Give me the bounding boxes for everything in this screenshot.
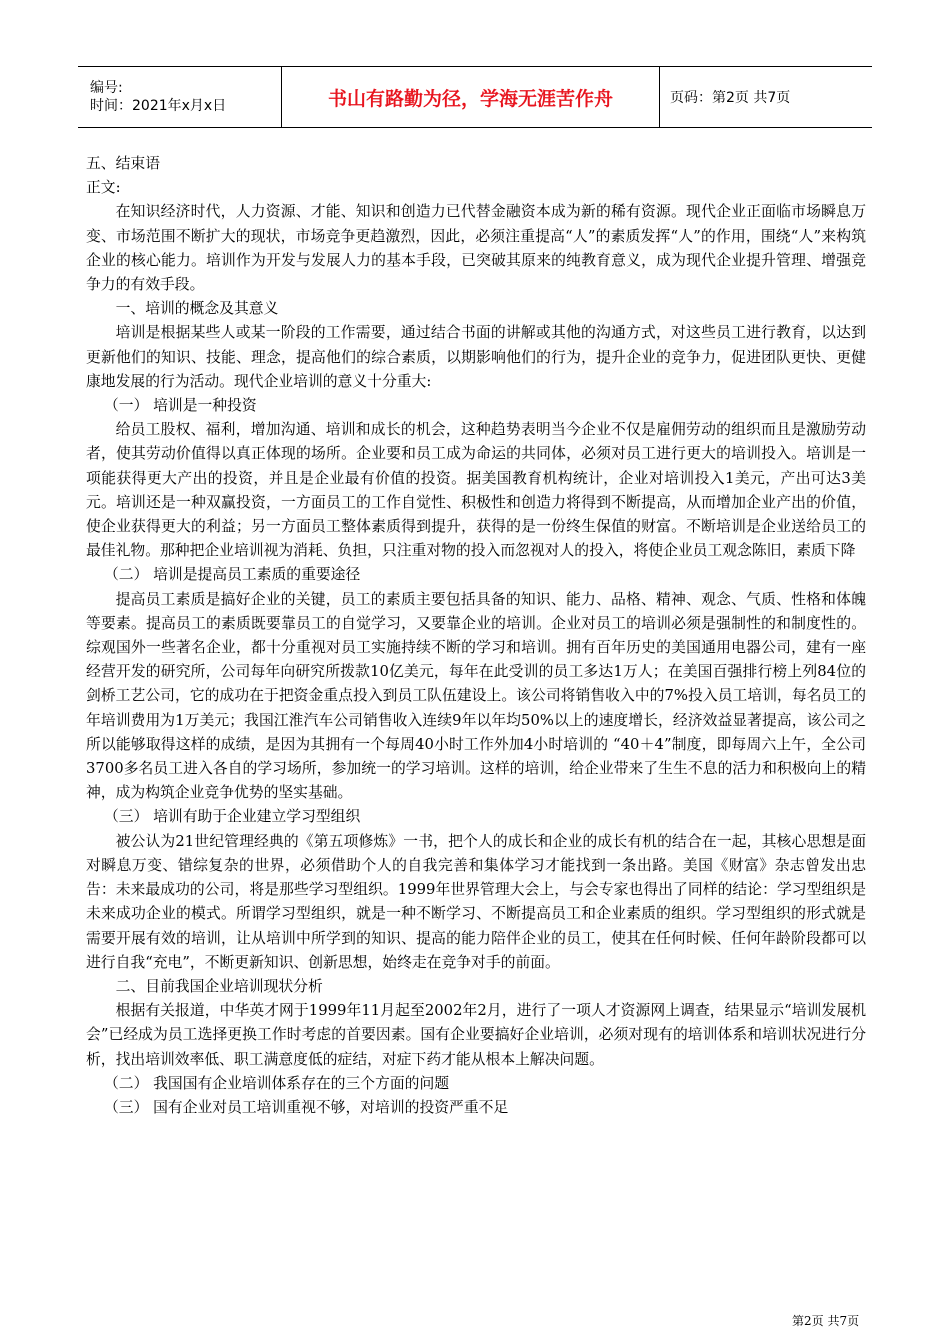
header-meta	[78, 67, 282, 127]
subsection-heading: （二） 我国国有企业培训体系存在的三个方面的问题	[104, 1074, 450, 1092]
document-date: 时间：2021年x月x日	[90, 98, 227, 114]
header-motto: 书山有路勤为径，学海无涯苦作舟	[282, 67, 660, 127]
section-heading: 五、结束语	[86, 155, 160, 172]
body-paragraph: 提高员工素质是搞好企业的关键，员工的素质主要包括具备的知识、能力、品格、精神、观念、气质、性格和体魄等要素。提高员工的素质既要靠员工的自觉学习，又要靠企业的培训。企业对员工的培训必须是强制性的和制度性的。综观国外一些著名企业，都十分重视对员工实施持续不断的学习和培训。拥有百年历史的美国通用电器公司，建有一座经营开发的研究所，公司每年向研究所拨款10亿美元，每年在此受训的员工多达1万人；在美国百强排行榜上列84位的剑桥工艺公司，它的成功在于把资金重点投入到员工队伍建设上。该公司将销售收入中的7%投入员工培训，每名员工的年培训费用为1万美元；我国江淮汽车公司销售收入连续9年以年均50%以上的速度增长，经济效益显著提高，该公司之所以能够取得这样的成绩，是因为其拥有一个每周40小时工作外加4小时培训的 “40＋4”制度，即每周六上午，全公司3700多名员工进入各自的学习场所，参加统一的学习培训。这样的培训，给企业带来了生生不息的活力和积极向上的精神，成为构筑企业竞争优势的坚实基础。	[86, 590, 866, 802]
body-label: 正文:	[86, 179, 121, 197]
subsection-heading: （一） 培训是一种投资	[104, 397, 257, 415]
subsection-heading: （三） 培训有助于企业建立学习型组织	[104, 808, 361, 826]
document-number-label: 编号:	[90, 80, 123, 96]
section-heading: 一、培训的概念及其意义	[115, 300, 279, 318]
subsection-heading: （三） 国有企业对员工培训重视不够，对培训的投资严重不足	[104, 1098, 509, 1116]
body-paragraph: 培训是根据某些人或某一阶段的工作需要，通过结合书面的讲解或其他的沟通方式，对这些员工进行教育，以达到更新他们的知识、技能、理念，提高他们的综合素质，以期影响他们的行为，提升企业的竞争力，促进团队更快、更健康地发展的行为活动。现代企业培训的意义十分重大:	[86, 324, 866, 390]
body-paragraph: 被公认为21世纪管理经典的《第五项修炼》一书，把个人的成长和企业的成长有机的结合在一起，其核心思想是面对瞬息万变、错综复杂的世界，必须借助个人的自我完善和集体学习才能找到一条出路。美国《财富》杂志曾发出忠告：未来最成功的公司，将是那些学习型组织。1999年世界管理大会上，与会专家也得出了同样的结论：学习型组织是未来成功企业的模式。所谓学习型组织，就是一种不断学习、不断提高员工和企业素质的组织。学习型组织的形式就是需要开展有效的培训，让从培训中所学到的知识、提高的能力陪伴企业的员工，使其在任何时候、任何年龄阶段都可以进行自我“充电”，不断更新知识、创新思想，始终走在竞争对手的前面。	[86, 832, 866, 971]
section-heading: 二、目前我国企业培训现状分析	[115, 977, 323, 995]
page-header	[78, 66, 872, 128]
subsection-heading: （二） 培训是提高员工素质的重要途径	[104, 566, 361, 584]
body-paragraph: 根据有关报道，中华英才网于1999年11月起至2002年2月，进行了一项人才资源网上调查，结果显示“培训发展机会”已经成为员工选择更换工作时考虑的首要因素。国有企业要搞好企业培训，必须对现有的培训体系和培训状况进行分析，找出培训效率低、职工满意度低的症结，对症下药才能从根本上解决问题。	[86, 1002, 866, 1068]
document-body	[86, 152, 866, 1120]
footer-page-number: 第2页 共7页	[792, 1314, 860, 1328]
body-paragraph: 给员工股权、福利，增加沟通、培训和成长的机会，这种趋势表明当今企业不仅是雇佣劳动的组织而且是激励劳动者，使其劳动价值得以真正体现的场所。企业要和员工成为命运的共同体，必须对员工进行更大的培训投入。培训是一项能获得更大产出的投资，并且是企业最有价值的投资。据美国教育机构统计，企业对培训投入1美元，产出可达3美元。培训还是一种双赢投资，一方面员工的工作自觉性、积极性和创造力将得到不断提高，从而增加企业产出的价值，使企业获得更大的利益；另一方面员工整体素质得到提升，获得的是一份终生保值的财富。不断培训是企业送给员工的最佳礼物。那种把企业培训视为消耗、负担，只注重对物的投入而忽视对人的投入，将使企业员工观念陈旧，素质下降	[86, 421, 866, 560]
header-page-number: 页码：第2页 共7页	[670, 90, 791, 106]
body-paragraph: 在知识经济时代，人力资源、才能、知识和创造力已代替金融资本成为新的稀有资源。现代企业正面临市场瞬息万变、市场范围不断扩大的现状，市场竞争更趋激烈，因此，必须注重提高“人”的素质发挥“人”的作用，围绕“人”来构筑企业的核心能力。培训作为开发与发展人力的基本手段，已突破其原来的纯教育意义，成为现代企业提升管理、增强竞争力的有效手段。	[86, 203, 866, 294]
